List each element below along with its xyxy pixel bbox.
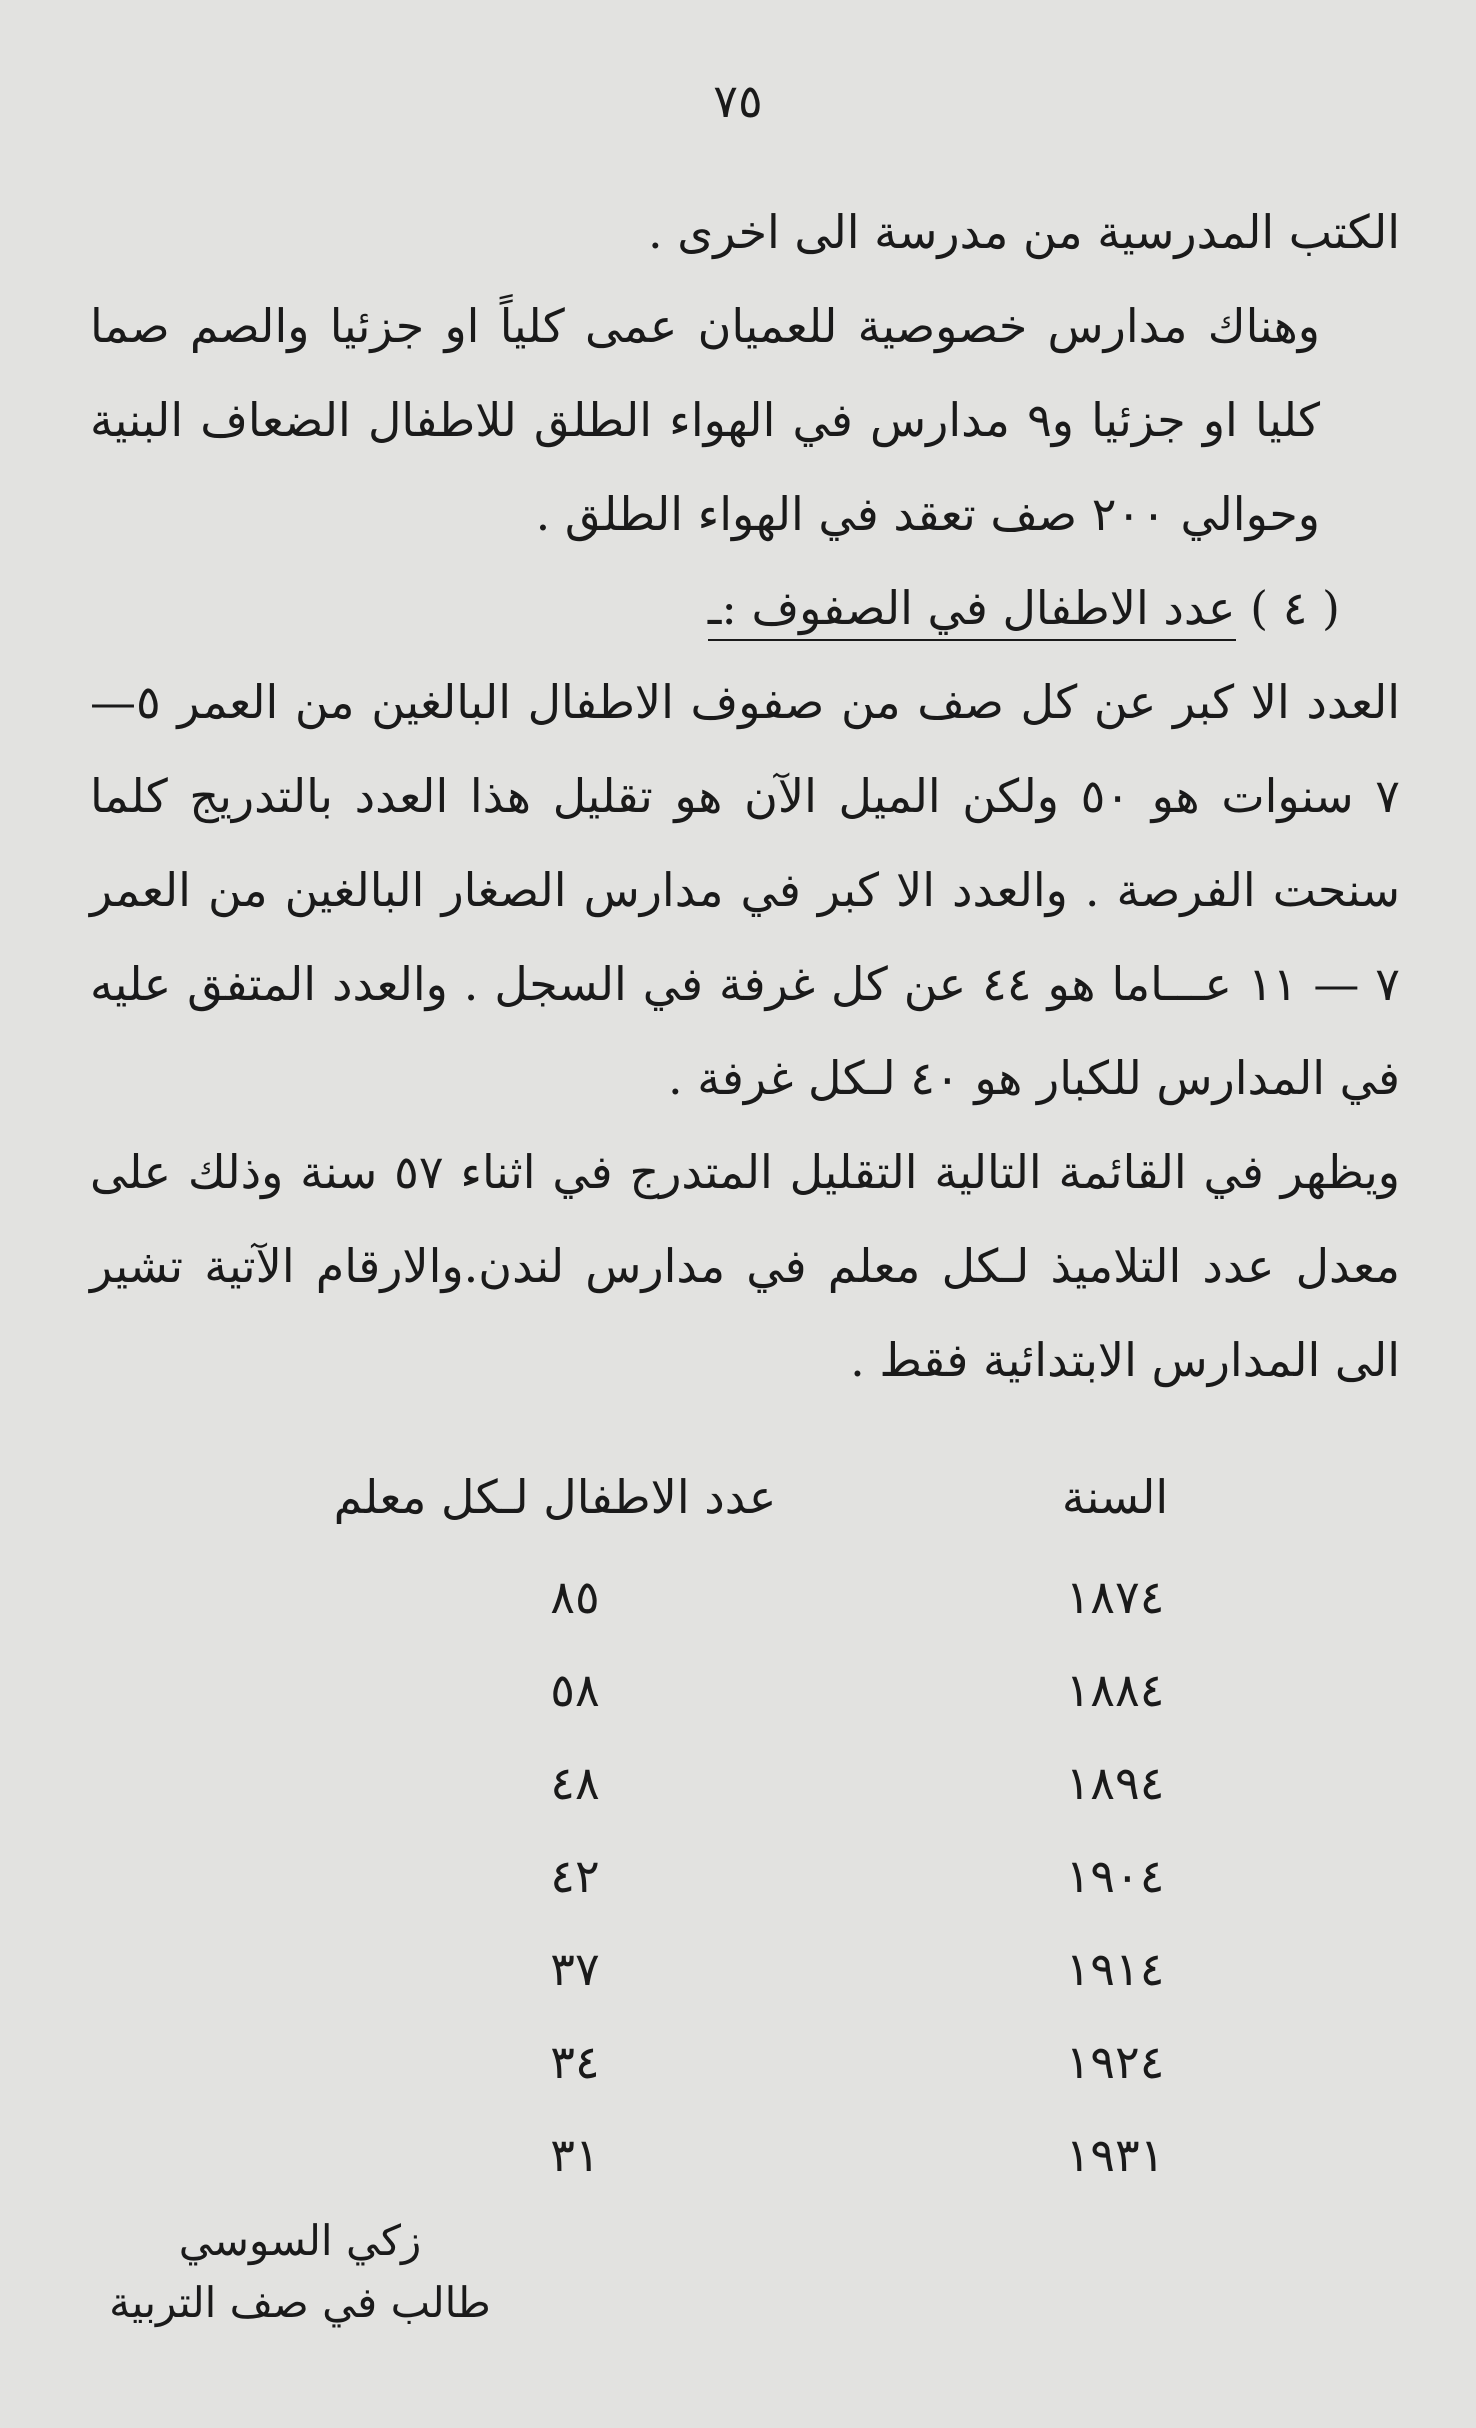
table-header [140, 1470, 1270, 1570]
cell-count: ٣٤ [550, 2035, 600, 2089]
table-row [140, 1570, 1270, 1663]
table-row [140, 2035, 1270, 2128]
data-table [140, 1470, 1270, 2221]
table-row [140, 1942, 1270, 2035]
signature [100, 2210, 500, 2334]
cell-count: ٥٨ [550, 1663, 600, 1717]
cell-count: ٤٨ [550, 1756, 600, 1810]
cell-count: ٤٢ [550, 1849, 600, 1903]
page-number: ٧٥ [713, 74, 763, 128]
table-row [140, 2128, 1270, 2221]
paragraph-2: وهناك مدارس خصوصية للعميان عمى كلياً او جزئيا والصم صما كليا او جزئيا و٩ مدارس في الهواء الطلق للاطفال الضعاف البنية وحوالي ٢٠٠ صف تعقد في الهواء الطلق . [90, 299, 1320, 541]
cell-count: ٣١ [550, 2128, 600, 2182]
header-year: السنة [1061, 1470, 1169, 1524]
paragraph-1: الكتب المدرسية من مدرسة الى اخرى . [647, 205, 1400, 259]
signature-name: زكي السوسي [178, 2216, 422, 2265]
section-number: ( ٤ ) [1250, 581, 1340, 635]
section-title: عدد الاطفال في الصفوف :ـ [708, 581, 1236, 641]
cell-year: ١٩٢٤ [1065, 2035, 1165, 2089]
cell-year: ١٨٧٤ [1065, 1570, 1165, 1624]
table-row [140, 1849, 1270, 1942]
cell-count: ٣٧ [550, 1942, 600, 1996]
body-text [90, 185, 1400, 1407]
header-count: عدد الاطفال لـكل معلم [333, 1470, 777, 1524]
cell-year: ١٨٨٤ [1065, 1663, 1165, 1717]
section-heading [90, 561, 1400, 655]
cell-year: ١٩٠٤ [1065, 1849, 1165, 1903]
cell-year: ١٩٣١ [1065, 2128, 1165, 2182]
table-row [140, 1663, 1270, 1756]
cell-count: ٨٥ [550, 1570, 600, 1624]
table-row [140, 1756, 1270, 1849]
cell-year: ١٩١٤ [1065, 1942, 1165, 1996]
cell-year: ١٨٩٤ [1065, 1756, 1165, 1810]
paragraph-4: ويظهر في القائمة التالية التقليل المتدرج في اثناء ٥٧ سنة وذلك على معدل عدد التلاميذ لـكل معلم في مدارس لندن.والارقام الآتية تشير الى المدارس الابتدائية فقط . [90, 1145, 1401, 1387]
signature-title: طالب في صف التربية [109, 2278, 491, 2327]
paragraph-3: العدد الا كبر عن كل صف من صفوف الاطفال البالغين من العمر ٥—٧ سنوات هو ٥٠ ولكن الميل الآن هو تقليل هذا العدد بالتدريج كلما سنحت الفرصة . والعدد الا كبر في مدارس الصغار البالغين من العمر ٧ — ١١ عـــاما هو ٤٤ عن كل غرفة في السجل . والعدد المتفق عليه في المدارس للكبار هو ٤٠ لـكل غرفة . [90, 675, 1400, 1105]
